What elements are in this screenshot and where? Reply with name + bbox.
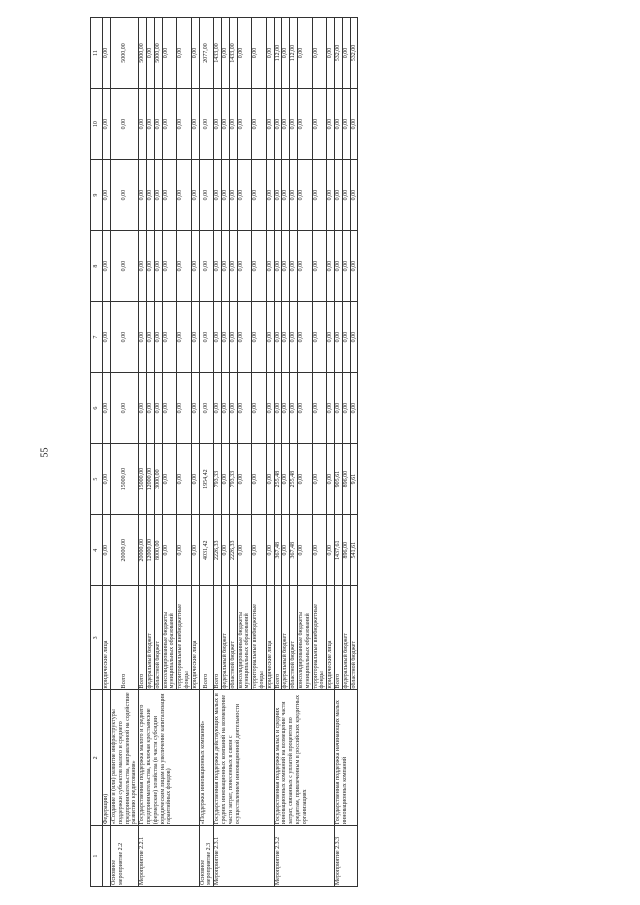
code-cell: Основное мероприятие 2.3 [199, 826, 214, 887]
value-cell: 793,33 [229, 444, 237, 515]
value-cell: 0,00 [229, 231, 237, 302]
value-cell: 0,00 [111, 231, 139, 302]
name-cell: Государственная поддержка малых и средних инновационных компаний на возмещение части затрат, связанных с уплатой процентов по кредитам, привлеченным в российских кредитных организациях [274, 690, 334, 826]
source-cell: Всего [274, 586, 282, 690]
value-cell: 0,00 [282, 231, 290, 302]
source-cell: Всего [214, 586, 222, 690]
name-cell: «Создание и (или) развитие инфраструктуры поддержки субъектов малого и среднего предпринимательства, направленной на содействие развитию кредитования» [111, 690, 139, 826]
value-cell: 0,00 [312, 160, 327, 231]
value-cell: 0,00 [327, 444, 335, 515]
budget-table [90, 17, 358, 887]
value-cell: 0,00 [154, 160, 162, 231]
value-cell: 0,00 [297, 89, 312, 160]
value-cell: 0,00 [146, 160, 154, 231]
value-cell: 532,00 [350, 18, 358, 89]
value-cell: 1433,00 [214, 18, 222, 89]
source-cell: федеральный бюджет [146, 586, 154, 690]
value-cell: 0,00 [177, 160, 192, 231]
value-cell: 0,00 [312, 444, 327, 515]
value-cell: 0,00 [214, 373, 222, 444]
code-cell: Мероприятие 2.3.2 [274, 826, 334, 887]
value-cell: 0,00 [103, 515, 111, 586]
column-header: 9 [91, 160, 103, 231]
value-cell: 2226,33 [229, 515, 237, 586]
value-cell: 0,00 [252, 18, 267, 89]
value-cell: 0,00 [266, 444, 274, 515]
value-cell: 0,00 [221, 231, 229, 302]
value-cell: 0,00 [334, 373, 342, 444]
source-cell: Всего [199, 586, 214, 690]
source-cell: консолидированные бюджеты муниципальных образований [162, 586, 177, 690]
value-cell: 0,00 [327, 18, 335, 89]
value-cell: 367,48 [274, 515, 282, 586]
table-body [103, 18, 358, 887]
value-cell: 0,00 [342, 18, 350, 89]
source-cell: Всего [334, 586, 342, 690]
value-cell: 0,00 [312, 18, 327, 89]
value-cell: 0,00 [191, 160, 199, 231]
value-cell: 0,00 [154, 302, 162, 373]
value-cell: 0,00 [162, 89, 177, 160]
value-cell: 0,00 [327, 302, 335, 373]
value-cell: 0,00 [214, 89, 222, 160]
rotated-page [90, 17, 560, 887]
value-cell: 0,00 [274, 160, 282, 231]
value-cell: 0,00 [221, 373, 229, 444]
value-cell: 367,48 [290, 515, 298, 586]
column-header: 7 [91, 302, 103, 373]
value-cell: 0,00 [290, 160, 298, 231]
value-cell: 0,00 [111, 89, 139, 160]
value-cell: 0,00 [237, 160, 252, 231]
value-cell: 12000,00 [146, 444, 154, 515]
value-cell: 0,00 [229, 160, 237, 231]
code-cell: Мероприятие 2.2.1 [139, 826, 199, 887]
source-cell: территориальные внебюджетные фонды [177, 586, 192, 690]
value-cell: 0,00 [327, 231, 335, 302]
code-cell: Мероприятие 2.3.1 [214, 826, 274, 887]
value-cell: 20000,00 [111, 515, 139, 586]
value-cell: 0,00 [312, 231, 327, 302]
value-cell: 3000,00 [154, 444, 162, 515]
value-cell: 0,00 [139, 89, 147, 160]
value-cell: 15000,00 [111, 444, 139, 515]
value-cell: 0,00 [282, 515, 290, 586]
value-cell: 0,00 [290, 231, 298, 302]
value-cell: 8000,00 [154, 515, 162, 586]
value-cell: 0,00 [237, 89, 252, 160]
code-cell [103, 826, 111, 887]
value-cell: 0,00 [191, 231, 199, 302]
source-cell: юридические лица [266, 586, 274, 690]
value-cell: 0,00 [350, 89, 358, 160]
value-cell: 12000,00 [146, 515, 154, 586]
value-cell: 0,00 [146, 231, 154, 302]
value-cell: 0,00 [266, 515, 274, 586]
value-cell: 793,33 [214, 444, 222, 515]
value-cell: 0,00 [297, 515, 312, 586]
value-cell: 0,00 [327, 373, 335, 444]
source-cell: Всего [111, 586, 139, 690]
table-row [334, 18, 342, 887]
header-row [91, 18, 103, 887]
value-cell: 0,00 [237, 231, 252, 302]
value-cell: 0,00 [111, 373, 139, 444]
column-header: 11 [91, 18, 103, 89]
code-cell: Основное мероприятие 2.2 [111, 826, 139, 887]
value-cell: 5000,00 [111, 18, 139, 89]
value-cell: 0,00 [290, 373, 298, 444]
value-cell: 0,00 [139, 160, 147, 231]
value-cell: 0,00 [221, 160, 229, 231]
value-cell: 0,00 [252, 373, 267, 444]
value-cell: 0,00 [162, 444, 177, 515]
value-cell: 0,00 [191, 515, 199, 586]
value-cell: 0,00 [327, 160, 335, 231]
value-cell: 0,00 [282, 302, 290, 373]
column-header: 4 [91, 515, 103, 586]
value-cell: 0,00 [191, 444, 199, 515]
value-cell: 0,00 [266, 231, 274, 302]
value-cell: 255,48 [290, 444, 298, 515]
value-cell: 0,00 [146, 302, 154, 373]
name-cell: Государственная поддержка действующих малых и средних инновационных компаний на возмещение части затрат, понесенных в связи с осуществлением инновационной деятельности [214, 690, 274, 826]
value-cell: 20000,00 [139, 515, 147, 586]
value-cell: 532,00 [334, 18, 342, 89]
value-cell: 0,00 [221, 302, 229, 373]
value-cell: 0,00 [252, 89, 267, 160]
value-cell: 0,00 [350, 160, 358, 231]
value-cell: 0,00 [266, 373, 274, 444]
value-cell: 0,00 [252, 444, 267, 515]
value-cell: 0,00 [237, 302, 252, 373]
value-cell: 4031,42 [199, 515, 214, 586]
table-row [214, 18, 222, 887]
value-cell: 0,00 [312, 302, 327, 373]
value-cell: 0,00 [221, 18, 229, 89]
value-cell: 0,00 [146, 18, 154, 89]
value-cell: 0,00 [297, 302, 312, 373]
value-cell: 0,00 [177, 231, 192, 302]
value-cell: 0,00 [297, 160, 312, 231]
value-cell: 5000,00 [139, 18, 147, 89]
value-cell: 0,00 [162, 373, 177, 444]
value-cell: 0,00 [139, 302, 147, 373]
value-cell: 0,00 [266, 18, 274, 89]
value-cell: 2077,00 [199, 18, 214, 89]
value-cell: 0,00 [266, 89, 274, 160]
value-cell: 0,00 [312, 89, 327, 160]
source-cell: областной бюджет [290, 586, 298, 690]
value-cell: 0,00 [162, 302, 177, 373]
source-cell: областной бюджет [229, 586, 237, 690]
value-cell: 0,00 [162, 231, 177, 302]
value-cell: 255,48 [274, 444, 282, 515]
value-cell: 0,00 [214, 302, 222, 373]
value-cell: 896,00 [342, 515, 350, 586]
page-number: 55 [39, 447, 51, 458]
value-cell: 0,00 [342, 373, 350, 444]
column-header: 1 [91, 826, 103, 887]
value-cell: 0,00 [327, 89, 335, 160]
value-cell: 0,00 [221, 444, 229, 515]
value-cell: 0,00 [199, 302, 214, 373]
value-cell: 0,00 [146, 89, 154, 160]
value-cell: 0,00 [282, 89, 290, 160]
value-cell: 0,00 [282, 18, 290, 89]
table-row [111, 18, 139, 887]
value-cell: 0,00 [199, 231, 214, 302]
value-cell: 0,00 [290, 89, 298, 160]
name-cell: Федерации) [103, 690, 111, 826]
source-cell: федеральный бюджет [342, 586, 350, 690]
value-cell: 0,00 [297, 373, 312, 444]
value-cell: 0,00 [282, 373, 290, 444]
column-header: 10 [91, 89, 103, 160]
value-cell: 0,00 [103, 89, 111, 160]
value-cell: 2226,33 [214, 515, 222, 586]
source-cell: консолидированные бюджеты муниципальных образований [237, 586, 252, 690]
value-cell: 0,00 [221, 89, 229, 160]
value-cell: 0,00 [214, 231, 222, 302]
value-cell: 0,00 [162, 18, 177, 89]
value-cell: 0,00 [177, 444, 192, 515]
source-cell: юридические лица [327, 586, 335, 690]
value-cell: 0,00 [199, 160, 214, 231]
value-cell: 0,00 [229, 302, 237, 373]
source-cell: консолидированные бюджеты муниципальных образований [297, 586, 312, 690]
value-cell: 896,00 [342, 444, 350, 515]
value-cell: 0,00 [342, 89, 350, 160]
value-cell: 1437,61 [334, 515, 342, 586]
value-cell: 905,61 [334, 444, 342, 515]
value-cell: 0,00 [221, 515, 229, 586]
value-cell: 0,00 [103, 231, 111, 302]
column-header: 6 [91, 373, 103, 444]
value-cell: 0,00 [103, 302, 111, 373]
value-cell: 0,00 [327, 515, 335, 586]
value-cell: 0,00 [103, 444, 111, 515]
value-cell: 0,00 [229, 89, 237, 160]
value-cell: 0,00 [252, 160, 267, 231]
value-cell: 0,00 [191, 302, 199, 373]
value-cell: 0,00 [290, 302, 298, 373]
value-cell: 0,00 [297, 444, 312, 515]
value-cell: 9,61 [350, 444, 358, 515]
value-cell: 0,00 [274, 89, 282, 160]
value-cell: 0,00 [146, 373, 154, 444]
value-cell: 0,00 [103, 160, 111, 231]
value-cell: 0,00 [266, 302, 274, 373]
value-cell: 0,00 [162, 515, 177, 586]
value-cell: 0,00 [274, 231, 282, 302]
value-cell: 0,00 [266, 160, 274, 231]
value-cell: 0,00 [111, 302, 139, 373]
source-cell: федеральный бюджет [282, 586, 290, 690]
value-cell: 0,00 [282, 160, 290, 231]
value-cell: 0,00 [111, 160, 139, 231]
value-cell: 112,00 [274, 18, 282, 89]
value-cell: 0,00 [199, 89, 214, 160]
value-cell: 0,00 [342, 302, 350, 373]
value-cell: 0,00 [199, 373, 214, 444]
value-cell: 0,00 [191, 373, 199, 444]
value-cell: 0,00 [342, 231, 350, 302]
source-cell: федеральный бюджет [221, 586, 229, 690]
table-row [139, 18, 147, 887]
value-cell: 0,00 [252, 302, 267, 373]
value-cell: 0,00 [177, 515, 192, 586]
value-cell: 0,00 [350, 302, 358, 373]
column-header: 5 [91, 444, 103, 515]
table-row [199, 18, 214, 887]
source-cell: территориальные внебюджетные фонды [252, 586, 267, 690]
table-row [274, 18, 282, 887]
name-cell: Государственная поддержка малого и среднего предпринимательства, включая крестьянские (фермерские) хозяйства (в части субсидии юридическим лицам на увеличение капитализации гарантийных фондов) [139, 690, 199, 826]
source-cell: Всего [139, 586, 147, 690]
value-cell: 0,00 [229, 373, 237, 444]
value-cell: 0,00 [162, 160, 177, 231]
value-cell: 0,00 [342, 160, 350, 231]
code-cell: Мероприятие 2.3.3 [334, 826, 357, 887]
value-cell: 0,00 [312, 373, 327, 444]
value-cell: 112,00 [290, 18, 298, 89]
name-cell: Государственная поддержка начинающих малых инновационных компаний [334, 690, 357, 826]
value-cell: 0,00 [177, 18, 192, 89]
value-cell: 5000,00 [154, 18, 162, 89]
value-cell: 0,00 [297, 18, 312, 89]
value-cell: 0,00 [139, 231, 147, 302]
value-cell: 15000,00 [139, 444, 147, 515]
value-cell: 0,00 [237, 18, 252, 89]
value-cell: 0,00 [237, 515, 252, 586]
column-header: 3 [91, 586, 103, 690]
value-cell: 1433,00 [229, 18, 237, 89]
value-cell: 0,00 [214, 160, 222, 231]
value-cell: 0,00 [103, 18, 111, 89]
value-cell: 0,00 [237, 373, 252, 444]
value-cell: 0,00 [154, 373, 162, 444]
value-cell: 0,00 [350, 231, 358, 302]
value-cell: 0,00 [177, 373, 192, 444]
value-cell: 0,00 [334, 231, 342, 302]
value-cell: 0,00 [237, 444, 252, 515]
value-cell: 0,00 [274, 373, 282, 444]
value-cell: 0,00 [274, 302, 282, 373]
value-cell: 1954,42 [199, 444, 214, 515]
value-cell: 0,00 [154, 89, 162, 160]
value-cell: 0,00 [334, 89, 342, 160]
column-header: 2 [91, 690, 103, 826]
value-cell: 0,00 [139, 373, 147, 444]
value-cell: 0,00 [312, 515, 327, 586]
value-cell: 0,00 [154, 231, 162, 302]
value-cell: 0,00 [350, 373, 358, 444]
value-cell: 0,00 [103, 373, 111, 444]
table-row [103, 18, 111, 887]
value-cell: 541,61 [350, 515, 358, 586]
value-cell: 0,00 [191, 89, 199, 160]
value-cell: 0,00 [177, 302, 192, 373]
source-cell: областной бюджет [350, 586, 358, 690]
source-cell: областной бюджет [154, 586, 162, 690]
value-cell: 0,00 [177, 89, 192, 160]
source-cell: юридические лица [191, 586, 199, 690]
value-cell: 0,00 [252, 231, 267, 302]
value-cell: 0,00 [334, 302, 342, 373]
value-cell: 0,00 [282, 444, 290, 515]
value-cell: 0,00 [191, 18, 199, 89]
source-cell: юридические лица [103, 586, 111, 690]
value-cell: 0,00 [334, 160, 342, 231]
value-cell: 0,00 [252, 515, 267, 586]
value-cell: 0,00 [297, 231, 312, 302]
column-header: 8 [91, 231, 103, 302]
source-cell: территориальные внебюджетные фонды [312, 586, 327, 690]
name-cell: «Поддержка инновационных компаний» [199, 690, 214, 826]
